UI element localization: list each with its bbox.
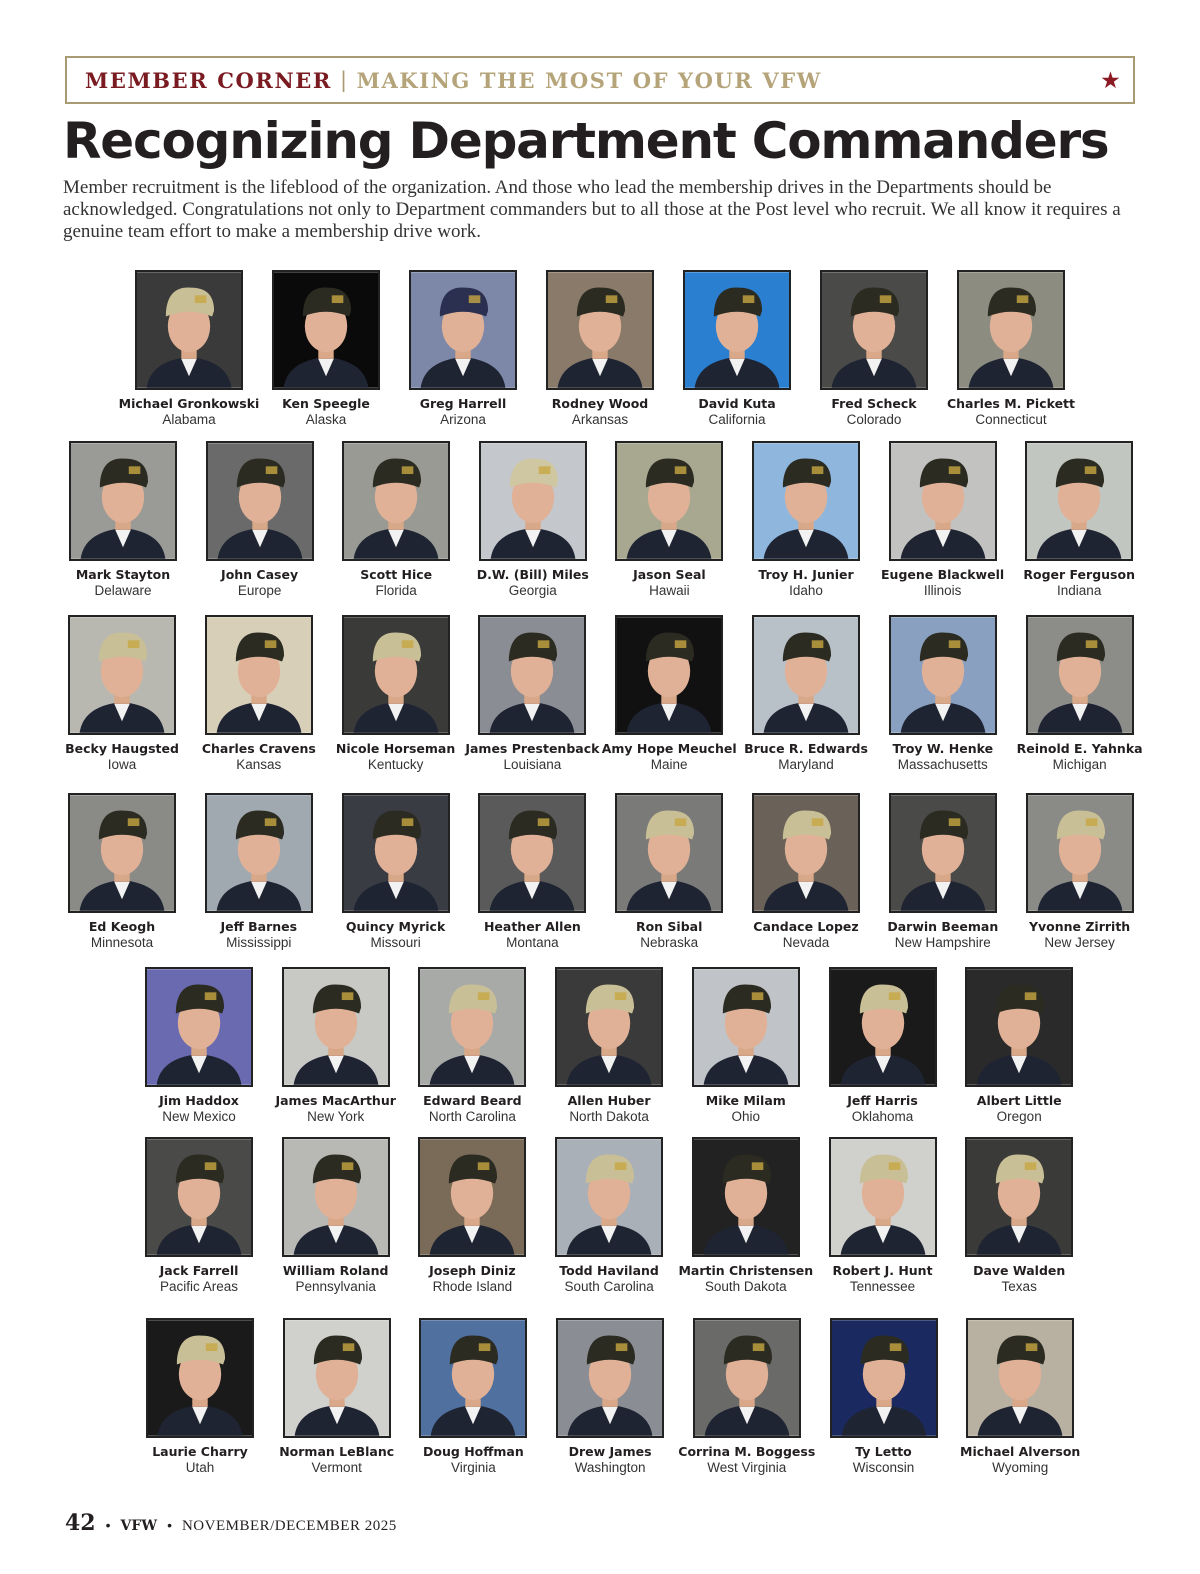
commander-card xyxy=(125,1318,275,1476)
commander-name: Nicole Horseman xyxy=(335,741,456,756)
commander-card xyxy=(731,441,881,599)
commander-card xyxy=(868,793,1018,951)
commander-photo xyxy=(272,270,380,390)
commander-department: Kansas xyxy=(236,757,282,772)
commander-card xyxy=(321,615,471,773)
commander-name: Todd Haviland xyxy=(559,1263,659,1278)
commander-photo xyxy=(889,793,997,913)
commander-name: Martin Christensen xyxy=(678,1263,814,1278)
commander-name: John Casey xyxy=(221,567,299,582)
commander-department: Pacific Areas xyxy=(159,1279,239,1294)
commander-photo xyxy=(146,1318,254,1438)
commander-name: Laurie Charry xyxy=(152,1444,248,1459)
commander-department: Wisconsin xyxy=(852,1460,915,1475)
commander-card xyxy=(388,270,538,428)
commander-department: California xyxy=(708,412,766,427)
commander-photo xyxy=(282,967,390,1087)
commander-name: Fred Scheck xyxy=(831,396,917,411)
commander-card xyxy=(261,967,411,1125)
commander-department: Europe xyxy=(237,583,282,598)
commander-department: West Virginia xyxy=(707,1460,787,1475)
commander-photo xyxy=(479,441,587,561)
commander-department: Nebraska xyxy=(640,935,699,950)
commander-photo xyxy=(342,441,450,561)
commander-card xyxy=(321,793,471,951)
commander-department: Utah xyxy=(185,1460,215,1475)
commander-department: Georgia xyxy=(508,583,557,598)
commander-photo xyxy=(342,615,450,735)
commander-photo xyxy=(205,615,313,735)
commander-department: Arizona xyxy=(440,412,486,427)
commander-photo xyxy=(342,793,450,913)
commander-department: Wyoming xyxy=(992,1460,1049,1475)
commander-card xyxy=(114,270,264,428)
commander-card xyxy=(525,270,675,428)
commander-department: Idaho xyxy=(789,583,823,598)
commander-photo xyxy=(615,793,723,913)
commander-photo xyxy=(829,1137,937,1257)
commander-name: Charles M. Pickett xyxy=(946,396,1076,411)
commander-department: Iowa xyxy=(107,757,137,772)
commander-photo xyxy=(205,793,313,913)
issue-date: NOVEMBER/DECEMBER 2025 xyxy=(181,1518,397,1534)
commander-department: New York xyxy=(307,1109,365,1124)
commander-department: Connecticut xyxy=(975,412,1047,427)
commander-department: Illinois xyxy=(923,583,962,598)
commander-department: Maryland xyxy=(778,757,834,772)
commander-card xyxy=(321,441,471,599)
commander-name: Joseph Diniz xyxy=(429,1263,516,1278)
commander-photo xyxy=(555,967,663,1087)
commander-card xyxy=(184,615,334,773)
commander-card xyxy=(457,615,607,773)
commander-card xyxy=(534,1137,684,1295)
commander-card xyxy=(808,967,958,1125)
commander-name: Reinold E. Yahnka xyxy=(1016,741,1143,756)
commander-department: Minnesota xyxy=(90,935,154,950)
commander-card xyxy=(48,441,198,599)
section-banner xyxy=(65,56,1135,104)
commander-name: Eugene Blackwell xyxy=(881,567,1005,582)
commander-photo xyxy=(282,1137,390,1257)
commander-department: South Dakota xyxy=(704,1279,787,1294)
commander-photo xyxy=(478,793,586,913)
commander-card xyxy=(1005,615,1155,773)
commander-name: Greg Harrell xyxy=(419,396,507,411)
commander-photo xyxy=(692,967,800,1087)
star-icon: ★ xyxy=(1101,68,1121,92)
commander-name: Jeff Barnes xyxy=(220,919,298,934)
commander-name: James Prestenback xyxy=(465,741,600,756)
commander-name: Drew James xyxy=(568,1444,652,1459)
commander-card xyxy=(185,441,335,599)
commander-card xyxy=(809,1318,959,1476)
commander-photo xyxy=(820,270,928,390)
commander-photo xyxy=(68,615,176,735)
commander-department: Montana xyxy=(506,935,559,950)
commander-photo xyxy=(556,1318,664,1438)
commander-name: D.W. (Bill) Miles xyxy=(476,567,589,582)
commander-card xyxy=(594,615,744,773)
commander-photo xyxy=(752,615,860,735)
commander-card xyxy=(594,793,744,951)
commander-photo xyxy=(283,1318,391,1438)
commander-card xyxy=(808,1137,958,1295)
commander-department: Pennsylvania xyxy=(295,1279,376,1294)
banner-separator: | xyxy=(339,68,349,92)
commander-card xyxy=(124,1137,274,1295)
commander-photo xyxy=(555,1137,663,1257)
commander-department: New Mexico xyxy=(162,1109,236,1124)
commander-department: Oregon xyxy=(996,1109,1042,1124)
commander-card xyxy=(398,1318,548,1476)
commander-photo xyxy=(615,615,723,735)
commander-photo xyxy=(889,615,997,735)
commander-photo xyxy=(1026,615,1134,735)
commander-card xyxy=(184,793,334,951)
section-subtitle: MAKING THE MOST OF YOUR VFW xyxy=(356,67,822,93)
commander-department: Tennessee xyxy=(849,1279,916,1294)
commander-name: Heather Allen xyxy=(483,919,581,934)
commander-photo xyxy=(683,270,791,390)
commander-department: Vermont xyxy=(311,1460,362,1475)
commander-department: Colorado xyxy=(846,412,902,427)
commander-card xyxy=(944,1137,1094,1295)
commander-name: Candace Lopez xyxy=(753,919,859,934)
commander-photo xyxy=(830,1318,938,1438)
commander-department: Massachusetts xyxy=(897,757,988,772)
commander-photo xyxy=(829,967,937,1087)
commander-department: Alabama xyxy=(162,412,216,427)
commander-card xyxy=(671,1137,821,1295)
commander-card xyxy=(868,441,1018,599)
commander-photo xyxy=(752,441,860,561)
commander-photo xyxy=(1025,441,1133,561)
commander-card xyxy=(261,1137,411,1295)
commander-card xyxy=(1005,793,1155,951)
commander-card xyxy=(731,615,881,773)
commander-name: Roger Ferguson xyxy=(1023,567,1135,582)
intro-paragraph: Member recruitment is the lifeblood of the organization. And those who lead the membership drives in the Departments should be acknowledged. Congratulations not only to Department commanders but to all those at the Post level who recruit. We all know it requires a genuine team effort to make a membership drive work. xyxy=(63,177,1121,242)
commander-department: Nevada xyxy=(782,935,830,950)
commander-department: Texas xyxy=(1001,1279,1037,1294)
commander-card xyxy=(945,1318,1095,1476)
commander-department: Indiana xyxy=(1057,583,1102,598)
commander-department: Ohio xyxy=(731,1109,761,1124)
commander-name: Ron Sibal xyxy=(635,919,703,934)
commander-name: Jim Haddox xyxy=(159,1093,239,1108)
commander-name: Darwin Beeman xyxy=(887,919,999,934)
commander-department: New Jersey xyxy=(1044,935,1115,950)
commander-department: Hawaii xyxy=(649,583,690,598)
commander-name: Jeff Harris xyxy=(847,1093,918,1108)
commander-name: Rodney Wood xyxy=(551,396,649,411)
commander-card xyxy=(251,270,401,428)
footer-bullet: • xyxy=(167,1517,172,1533)
commander-photo xyxy=(418,967,526,1087)
commander-department: Maine xyxy=(650,757,688,772)
commander-name: William Roland xyxy=(282,1263,389,1278)
commander-name: Ty Letto xyxy=(855,1444,912,1459)
commander-department: Louisiana xyxy=(503,757,562,772)
commander-photo xyxy=(409,270,517,390)
commander-photo xyxy=(966,1318,1074,1438)
commander-photo xyxy=(957,270,1065,390)
commander-card xyxy=(124,967,274,1125)
commander-name: Michael Gronkowski xyxy=(118,396,260,411)
commander-name: David Kuta xyxy=(698,396,776,411)
commander-photo xyxy=(478,615,586,735)
commander-name: Yvonne Zirrith xyxy=(1028,919,1131,934)
commander-photo xyxy=(546,270,654,390)
commander-name: Amy Hope Meuchel xyxy=(601,741,737,756)
commander-department: Mississippi xyxy=(226,935,292,950)
commander-card xyxy=(944,967,1094,1125)
commander-card xyxy=(262,1318,412,1476)
commander-photo xyxy=(135,270,243,390)
commander-name: Jason Seal xyxy=(633,567,706,582)
commander-card xyxy=(1004,441,1154,599)
commander-department: Washington xyxy=(574,1460,646,1475)
commander-name: Bruce R. Edwards xyxy=(744,741,868,756)
commander-department: Virginia xyxy=(451,1460,496,1475)
commander-department: Rhode Island xyxy=(432,1279,513,1294)
commander-card xyxy=(457,793,607,951)
section-label: MEMBER CORNER xyxy=(85,67,332,93)
commander-department: Oklahoma xyxy=(851,1109,914,1124)
commander-card xyxy=(397,967,547,1125)
commander-department: Michigan xyxy=(1052,757,1107,772)
commander-name: Michael Alverson xyxy=(960,1444,1081,1459)
commander-card xyxy=(671,967,821,1125)
commander-name: Mike Milam xyxy=(705,1093,786,1108)
commander-card xyxy=(731,793,881,951)
commander-name: James MacArthur xyxy=(275,1093,396,1108)
commander-name: Scott Hice xyxy=(360,567,433,582)
commander-photo xyxy=(752,793,860,913)
commander-photo xyxy=(615,441,723,561)
commander-photo xyxy=(418,1137,526,1257)
commander-card xyxy=(47,615,197,773)
footer-bullet: • xyxy=(105,1517,111,1533)
commander-photo xyxy=(965,1137,1073,1257)
commander-card xyxy=(535,1318,685,1476)
commander-photo xyxy=(965,967,1073,1087)
commander-name: Ed Keogh xyxy=(88,919,156,934)
commander-department: South Carolina xyxy=(564,1279,654,1294)
commander-name: Jack Farrell xyxy=(159,1263,239,1278)
commander-name: Corrina M. Boggess xyxy=(678,1444,816,1459)
commander-name: Ken Speegle xyxy=(282,396,370,411)
commander-card xyxy=(662,270,812,428)
page-number: 42 xyxy=(65,1510,96,1536)
commander-department: Arkansas xyxy=(571,412,629,427)
commander-name: Troy W. Henke xyxy=(892,741,994,756)
commander-name: Charles Cravens xyxy=(201,741,316,756)
commander-photo xyxy=(145,1137,253,1257)
commander-name: Doug Hoffman xyxy=(423,1444,524,1459)
commander-name: Becky Haugsted xyxy=(65,741,179,756)
commander-photo xyxy=(419,1318,527,1438)
commander-photo xyxy=(889,441,997,561)
commander-card xyxy=(868,615,1018,773)
commander-department: North Dakota xyxy=(569,1109,649,1124)
commander-photo xyxy=(68,793,176,913)
commander-photo xyxy=(693,1318,801,1438)
commander-name: Allen Huber xyxy=(567,1093,651,1108)
commander-photo xyxy=(1026,793,1134,913)
commander-department: Delaware xyxy=(94,583,152,598)
commander-card xyxy=(936,270,1086,428)
commander-card xyxy=(534,967,684,1125)
commander-department: North Carolina xyxy=(428,1109,516,1124)
page-title: Recognizing Department Commanders xyxy=(63,112,1109,170)
commander-name: Norman LeBlanc xyxy=(279,1444,395,1459)
commander-card xyxy=(594,441,744,599)
commander-photo xyxy=(206,441,314,561)
commander-card xyxy=(672,1318,822,1476)
commander-department: Alaska xyxy=(305,412,347,427)
commander-card xyxy=(458,441,608,599)
commander-photo xyxy=(692,1137,800,1257)
commander-name: Edward Beard xyxy=(423,1093,522,1108)
commander-card xyxy=(47,793,197,951)
commander-card xyxy=(397,1137,547,1295)
commander-department: Missouri xyxy=(370,935,421,950)
commander-name: Quincy Myrick xyxy=(345,919,446,934)
page-footer xyxy=(65,1510,397,1536)
commander-department: Florida xyxy=(375,583,417,598)
commander-name: Mark Stayton xyxy=(75,567,171,582)
commander-name: Albert Little xyxy=(976,1093,1062,1108)
commander-photo xyxy=(69,441,177,561)
commander-card xyxy=(799,270,949,428)
commander-photo xyxy=(145,967,253,1087)
commander-department: Kentucky xyxy=(367,757,424,772)
magazine-name: VFW xyxy=(120,1518,158,1534)
commander-name: Robert J. Hunt xyxy=(832,1263,933,1278)
commander-name: Troy H. Junier xyxy=(758,567,854,582)
commander-name: Dave Walden xyxy=(973,1263,1066,1278)
commander-department: New Hampshire xyxy=(894,935,991,950)
